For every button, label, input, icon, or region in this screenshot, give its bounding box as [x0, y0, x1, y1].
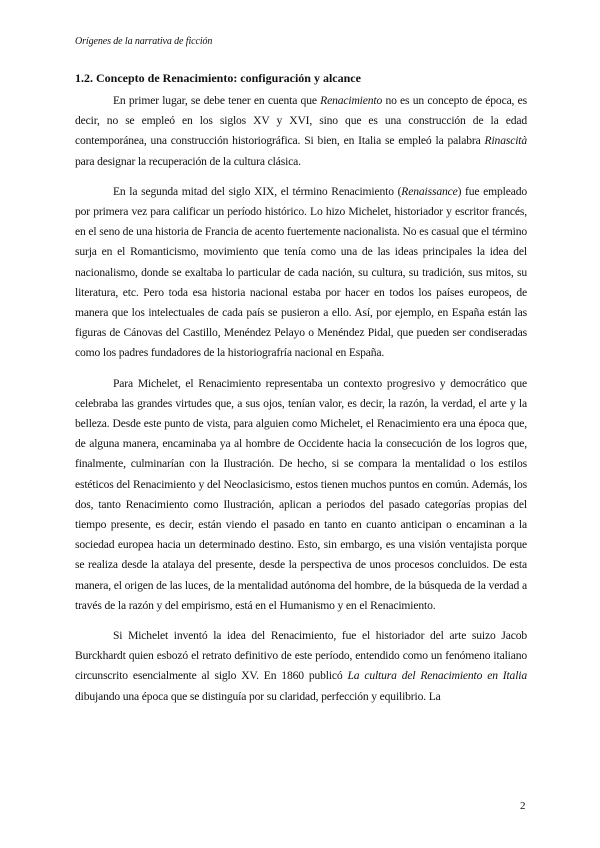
text-run: En primer lugar, se debe tener en cuenta que	[113, 94, 321, 107]
italic-text: Renacimiento	[320, 94, 383, 107]
text-run: no es un concepto de época, es decir, no se empleó en los siglos XV y XVI, sino que es una construcción de la edad contemporánea, una construcción historiográfica. Si bien, en Italia se empleó la palabra	[75, 94, 527, 148]
text-run: ) fue empleado por primera vez para calificar un período histórico. Lo hizo Michelet, historiador y escritor francés, en el seno de una historia de Francia de acento fuertemente nacionalista. No es casual que el término surja en el Romanticismo, movimiento que tenía como una de las ideas principales la idea del nacionalismo, donde se exaltaba lo particular de cada nación, su cultura, su tradición, sus mitos, su literatura, etc. Pero toda esa historia nacional estaba por hacer en todos los países europeos, de manera que los intelectuales de cada país se pusieron a ello. Así, por ejemplo, en España están las figuras de Cánovas del Castillo, Menéndez Pelayo o Menéndez Pidal, que pueden ser condiseradas como los padres fundadores de la historiografría nacional en España.	[75, 184, 527, 360]
text-run: Si Michelet inventó la idea del Renacimiento, fue el historiador del arte suizo Jacob Burckhardt quien esbozó el retrato definitivo de este período, entendido como un fenómeno italiano circunscrito esencialmente al siglo XV. En 1860 publicó	[75, 629, 527, 683]
italic-text: Rinascità	[484, 134, 527, 148]
paragraph	[75, 182, 527, 364]
text-run: En la segunda mitad del siglo XIX, el término Renacimiento (	[113, 184, 402, 198]
page-number: 2	[520, 800, 526, 812]
paragraph-list	[75, 91, 527, 707]
section-heading: 1.2. Concepto de Renacimiento: configuración y alcance	[75, 71, 361, 85]
text-run: para designar la recuperación de la cultura clásica.	[75, 154, 301, 168]
italic-text: Renaissance	[401, 184, 458, 198]
running-header: Orígenes de la narrativa de ficción	[75, 36, 213, 47]
paragraph	[75, 374, 527, 616]
body-text	[75, 70, 527, 717]
text-run: Para Michelet, el Renacimiento representaba un contexto progresivo y democrático que celebraba las grandes virtudes que, a sus ojos, tenían valor, es decir, la razón, la verdad, el arte y la belleza. Desde este punto de vista, para alguien como Michelet, el Renacimiento era una época que, de alguna manera, encaminaba ya al hombre de Occidente hacia la consecución de los logros que, finalmente, culminarían con la Ilustración. De hecho, si se compara la mentalidad o los estilos estéticos del Renacimiento y del Neoclasicismo, estos tienen muchos puntos en común. Además, los dos, tanto Renacimiento como Ilustración, aplican a periodos del pasado categorías propias del tiempo presente, es decir, están viendo el pasado en tanto en cuanto anticipan o encaminan a la sociedad europea hacia un determinado destino. Esto, sin embargo, es una visión ventajista porque se realiza desde la atalaya del presente, desde la perspectiva de unos procesos concluidos. De esta manera, el origen de las luces, de la mentalidad autónoma del hombre, de la búsqueda de la verdad a través de la razón y del empirismo, está en el Humanismo y en el Renacimiento.	[75, 376, 527, 612]
italic-text: La cultura del Renacimiento en Italia	[347, 669, 527, 683]
text-run: dibujando una época que se distinguía por su claridad, perfección y equilibrio. La	[75, 689, 441, 703]
paragraph	[75, 626, 527, 707]
paragraph	[75, 91, 527, 172]
